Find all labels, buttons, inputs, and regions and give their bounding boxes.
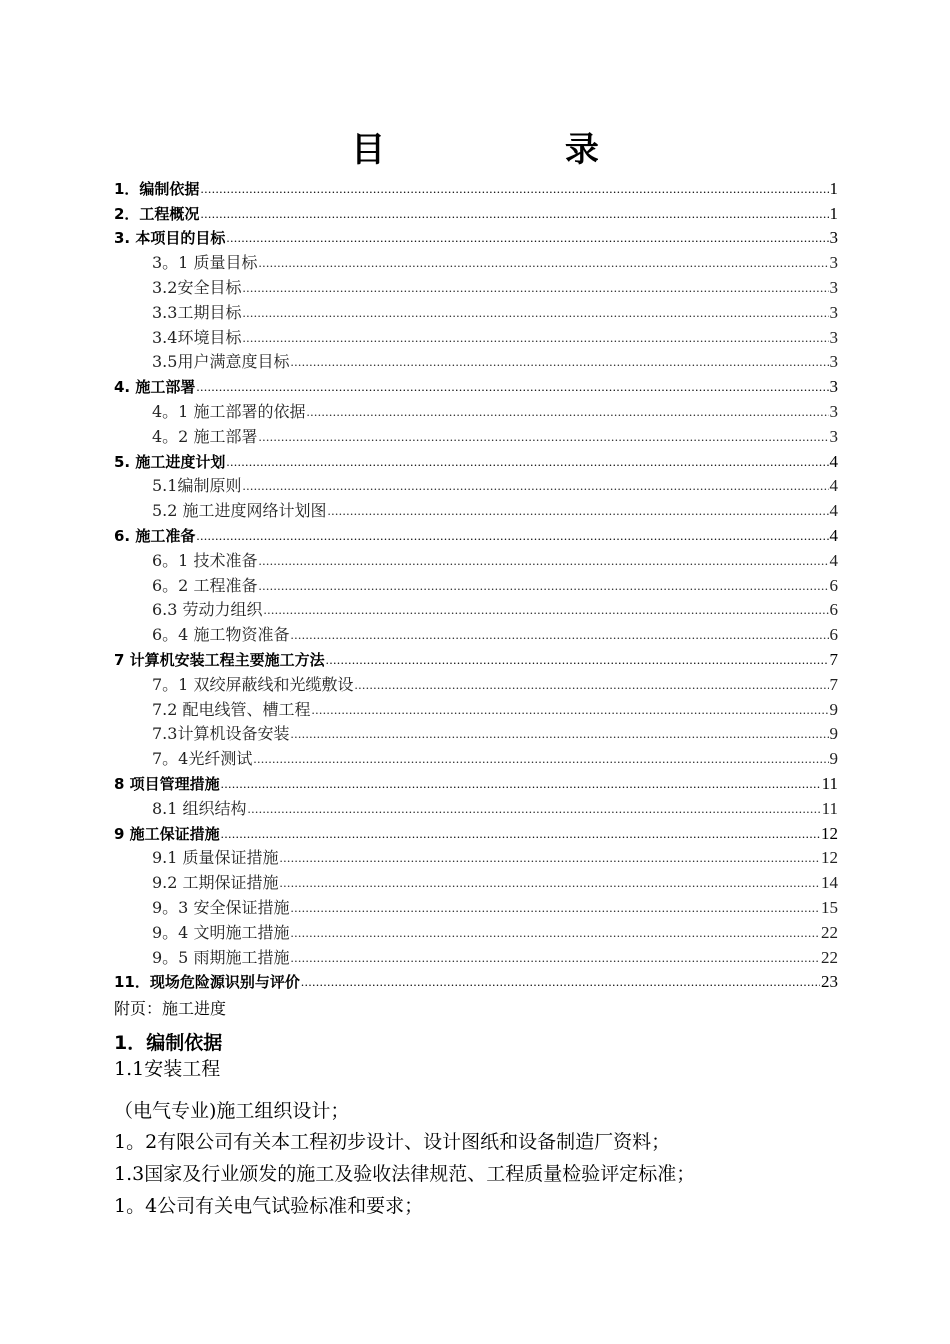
toc-entry-page: 7 (829, 674, 838, 694)
toc-leader-dots (242, 328, 828, 348)
toc-entry-page: 4 (829, 476, 838, 496)
toc-entry-page: 4 (829, 501, 838, 521)
body-line-4: 1.3国家及行业颁发的施工及验收法律规范、工程质量检验评定标准； (114, 1163, 696, 1185)
toc-entry (114, 397, 838, 422)
toc-entry-page: 7 (829, 649, 838, 669)
toc-entry-page: 11 (821, 798, 838, 818)
toc-entry-page: 3 (829, 228, 838, 248)
toc-entry-page: 3 (829, 426, 838, 446)
toc-entry-page: 6 (829, 625, 838, 645)
toc-leader-dots (280, 848, 820, 868)
toc-entry-label: 9.2 工期保证措施 (152, 873, 279, 893)
toc-title: 目 录 (351, 130, 683, 170)
toc-leader-dots (290, 625, 828, 645)
body-line-2: （电气专业)施工组织设计； (114, 1100, 350, 1122)
toc-entry (114, 422, 838, 447)
table-of-contents (114, 174, 838, 992)
toc-entry (114, 447, 838, 472)
toc-entry-label: 7.3计算机设备安装 (152, 724, 290, 744)
toc-leader-dots (221, 824, 820, 844)
toc-entry (114, 199, 838, 224)
toc-entry-label: 4。2 施工部署 (152, 426, 258, 446)
toc-entry-page: 3 (829, 352, 838, 372)
toc-leader-dots (242, 476, 828, 496)
toc-entry-label: 5.1编制原则 (152, 476, 242, 496)
toc-entry-label: 3.5用户满意度目标 (152, 352, 290, 372)
toc-entry (114, 943, 838, 968)
toc-entry-label: 6。2 工程准备 (152, 575, 258, 595)
toc-entry-page: 1 (829, 178, 838, 198)
toc-entry-label: 11．现场危险源识别与评价 (114, 973, 300, 992)
body-line-3: 1。2有限公司有关本工程初步设计、设计图纸和设备制造厂资料； (114, 1131, 671, 1153)
toc-leader-dots (258, 427, 828, 447)
toc-leader-dots (221, 774, 821, 794)
section-heading: 1．编制依据 (114, 1032, 223, 1054)
toc-entry-label: 4. 施工部署 (114, 378, 196, 397)
toc-entry-label: 8 项目管理措施 (114, 774, 220, 793)
toc-entry-label: 7。4光纤测试 (152, 749, 253, 769)
toc-leader-dots (301, 972, 820, 992)
toc-entry-label: 6。4 施工物资准备 (152, 625, 290, 645)
toc-entry-label: 9。3 安全保证措施 (152, 897, 290, 917)
toc-leader-dots (290, 923, 820, 943)
toc-entry-label: 5. 施工进度计划 (114, 452, 226, 471)
toc-entry-page: 9 (829, 699, 838, 719)
toc-entry (114, 348, 838, 373)
toc-leader-dots (248, 799, 821, 819)
toc-leader-dots (290, 898, 820, 918)
toc-entry-label: 8.1 组织结构 (152, 798, 247, 818)
toc-entry-label: 6。1 技术准备 (152, 550, 258, 570)
toc-leader-dots (242, 278, 828, 298)
toc-entry-label: 3。1 质量目标 (152, 253, 258, 273)
toc-entry-page: 22 (821, 947, 838, 967)
toc-entry-label: 7 计算机安装工程主要施工方法 (114, 650, 325, 669)
toc-entry-label: 2．工程概况 (114, 204, 200, 223)
toc-entry (114, 918, 838, 943)
toc-entry (114, 273, 838, 298)
toc-entry (114, 819, 838, 844)
toc-entry-label: 5.2 施工进度网络计划图 (152, 501, 327, 521)
toc-leader-dots (306, 402, 828, 422)
toc-entry-page: 9 (829, 749, 838, 769)
toc-leader-dots (280, 873, 820, 893)
toc-entry-label: 6.3 劳动力组织 (152, 600, 263, 620)
toc-entry (114, 670, 838, 695)
toc-entry (114, 323, 838, 348)
body-line-1: 1.1安装工程 (114, 1058, 221, 1080)
toc-leader-dots (196, 526, 828, 546)
toc-entry-label: 6. 施工准备 (114, 526, 196, 545)
toc-entry (114, 968, 838, 993)
toc-entry (114, 868, 838, 893)
toc-entry-page: 15 (821, 897, 838, 917)
toc-entry (114, 521, 838, 546)
toc-leader-dots (258, 551, 828, 571)
toc-entry (114, 720, 838, 745)
toc-leader-dots (226, 228, 828, 248)
toc-entry (114, 496, 838, 521)
toc-entry-label: 3.2安全目标 (152, 277, 242, 297)
toc-entry-page: 3 (829, 253, 838, 273)
toc-entry (114, 472, 838, 497)
toc-entry-page: 22 (821, 922, 838, 942)
toc-entry (114, 769, 838, 794)
toc-leader-dots (264, 600, 829, 620)
toc-leader-dots (354, 675, 828, 695)
toc-entry (114, 695, 838, 720)
toc-leader-dots (258, 253, 828, 273)
toc-entry (114, 844, 838, 869)
toc-entry (114, 571, 838, 596)
toc-entry-page: 3 (829, 401, 838, 421)
toc-entry (114, 174, 838, 199)
toc-entry-label: 9.1 质量保证措施 (152, 848, 279, 868)
body-line-5: 1。4公司有关电气试验标准和要求； (114, 1195, 424, 1217)
toc-entry (114, 224, 838, 249)
toc-leader-dots (290, 724, 828, 744)
toc-entry-label: 3.3工期目标 (152, 302, 242, 322)
toc-entry-label: 1．编制依据 (114, 179, 200, 198)
toc-entry (114, 298, 838, 323)
toc-entry-page: 9 (829, 724, 838, 744)
toc-leader-dots (326, 650, 829, 670)
toc-entry-page: 11 (821, 773, 838, 793)
toc-entry-label: 9。5 雨期施工措施 (152, 947, 290, 967)
toc-entry-page: 4 (829, 550, 838, 570)
toc-entry (114, 893, 838, 918)
toc-entry (114, 546, 838, 571)
toc-entry-label: 9 施工保证措施 (114, 824, 220, 843)
toc-leader-dots (312, 700, 829, 720)
toc-entry-page: 3 (829, 327, 838, 347)
toc-entry (114, 372, 838, 397)
toc-entry-page: 23 (821, 972, 838, 992)
toc-entry-page: 3 (829, 277, 838, 297)
toc-leader-dots (196, 377, 828, 397)
toc-entry (114, 645, 838, 670)
toc-entry (114, 620, 838, 645)
toc-entry-page: 3 (829, 377, 838, 397)
toc-entry (114, 596, 838, 621)
toc-entry (114, 794, 838, 819)
toc-leader-dots (226, 452, 828, 472)
toc-entry-label: 7.2 配电线管、槽工程 (152, 699, 311, 719)
toc-leader-dots (242, 303, 828, 323)
toc-leader-dots (328, 501, 829, 521)
toc-entry-page: 4 (829, 525, 838, 545)
toc-entry-page: 1 (829, 203, 838, 223)
toc-entry-label: 4。1 施工部署的依据 (152, 401, 306, 421)
toc-leader-dots (290, 948, 820, 968)
toc-entry (114, 744, 838, 769)
toc-entry-page: 14 (821, 873, 838, 893)
toc-entry-page: 6 (829, 600, 838, 620)
toc-entry (114, 248, 838, 273)
toc-leader-dots (200, 179, 828, 199)
toc-entry-label: 9。4 文明施工措施 (152, 922, 290, 942)
toc-entry-label: 7。1 双绞屏蔽线和光缆敷设 (152, 674, 354, 694)
toc-leader-dots (258, 576, 828, 596)
toc-leader-dots (200, 204, 828, 224)
toc-leader-dots (253, 749, 828, 769)
toc-leader-dots (290, 352, 828, 372)
toc-entry-label: 3.4环境目标 (152, 327, 242, 347)
toc-entry-page: 12 (821, 823, 838, 843)
toc-entry-page: 3 (829, 302, 838, 322)
toc-entry-label: 3. 本项目的目标 (114, 229, 226, 248)
appendix-line: 附页：施工进度 (114, 999, 227, 1018)
toc-entry-page: 6 (829, 575, 838, 595)
toc-entry-page: 4 (829, 451, 838, 471)
toc-entry-page: 12 (821, 848, 838, 868)
